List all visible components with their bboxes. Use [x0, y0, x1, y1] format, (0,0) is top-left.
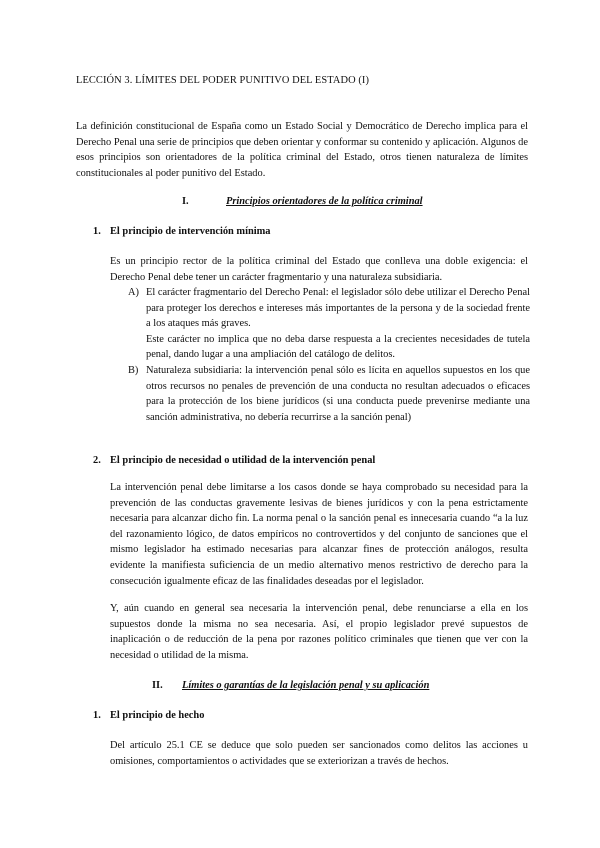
section-number: I.: [182, 196, 189, 207]
subsection-heading-3: [93, 708, 533, 724]
list-item-text: El carácter fragmentario del Derecho Penal: el legislador sólo debe utilizar el Derecho Penal para proteger los derechos e intereses más importantes de la persona y de la sociedad frente a los ataques más graves.: [146, 287, 530, 330]
paragraph: Es un principio rector de la política criminal del Estado que conlleva una doble exigencia: el Derecho Penal debe tener un carácter fragmentario y una naturaleza subsidiaria.: [110, 256, 528, 283]
section-heading-2: [152, 678, 532, 694]
paragraph: Y, aún cuando en general sea necesaria la intervención penal, debe renunciarse a ella en los supuestos donde la misma no sea necesaria. Así, el propio legislador prevé supuestos de inaplicación o de reducción de la pena por razones político criminales que tienen que ver con la necesidad o utilidad de la misma.: [110, 603, 528, 661]
section-title: Principios orientadores de la política criminal: [226, 196, 423, 207]
page-title: LECCIÓN 3. LÍMITES DEL PODER PUNITIVO DEL ESTADO (I): [76, 75, 370, 86]
subsection-number: 1.: [93, 226, 101, 237]
list-item-note: Este carácter no implica que no deba darse respuesta a la crecientes necesidades de tutela penal, dando lugar a una ampliación del catálogo de delitos.: [146, 333, 530, 361]
intro-paragraph: La definición constitucional de España como un Estado Social y Democrático de Derecho implica para el Derecho Penal una serie de principios que deben orientar y conformar su contenido y aplicación. Algunos de esos principios son orientadores de la política criminal del Estado, otros tienen naturaleza de límites constitucionales al poder punitivo del Estado.: [76, 121, 528, 179]
paragraph: Del artículo 25.1 CE se deduce que solo pueden ser sancionados como delitos las acciones u omisiones, comportamientos o actividades que se exteriorizan a través de hechos.: [110, 740, 528, 767]
subsection-heading-2: [93, 453, 533, 469]
section-title: Límites o garantías de la legislación penal y su aplicación: [182, 680, 430, 691]
list-item-b: [128, 363, 530, 441]
section-heading-1: [182, 194, 600, 210]
subsection-heading-1: [93, 224, 533, 240]
subsection-title: El principio de hecho: [110, 710, 205, 721]
list-marker: A): [128, 287, 139, 298]
subsection-number: 2.: [93, 455, 101, 466]
subsection-number: 1.: [93, 710, 101, 721]
subsection-title: El principio de necesidad o utilidad de la intervención penal: [110, 455, 376, 466]
subsection-title: El principio de intervención mínima: [110, 226, 271, 237]
section-number: II.: [152, 680, 163, 691]
list-marker: B): [128, 365, 139, 376]
paragraph: La intervención penal debe limitarse a los casos donde se haya comprobado su necesidad para la prevención de las conductas gravemente lesivas de bienes jurídicos y con la pena estrictamente necesaria para alcanzar dicho fin. La norma penal o la sanción penal es innecesaria cuando “a la luz del razonamiento lógico, de datos empíricos no controvertidos y del conjunto de sanciones que el mismo legislador ha estimado necesarias para alcanzar fines de protección análogos, resulta evidente la manifiesta suficiencia de un medio alternativo menos restrictivo de derecho para la consecución igualmente eficaz de las finalidades deseadas por el legislador.: [110, 482, 528, 587]
list-item-text: Naturaleza subsidiaria: la intervención penal sólo es lícita en aquellos supuestos en los que otros recursos no penales de prevención de una conducta no resultan adecuados o eficaces para la protección de los biene jurídicos (si una conducta puede prevenirse mediante una sanción administrativa, no debería recurrirse a la sanción penal): [146, 365, 530, 423]
